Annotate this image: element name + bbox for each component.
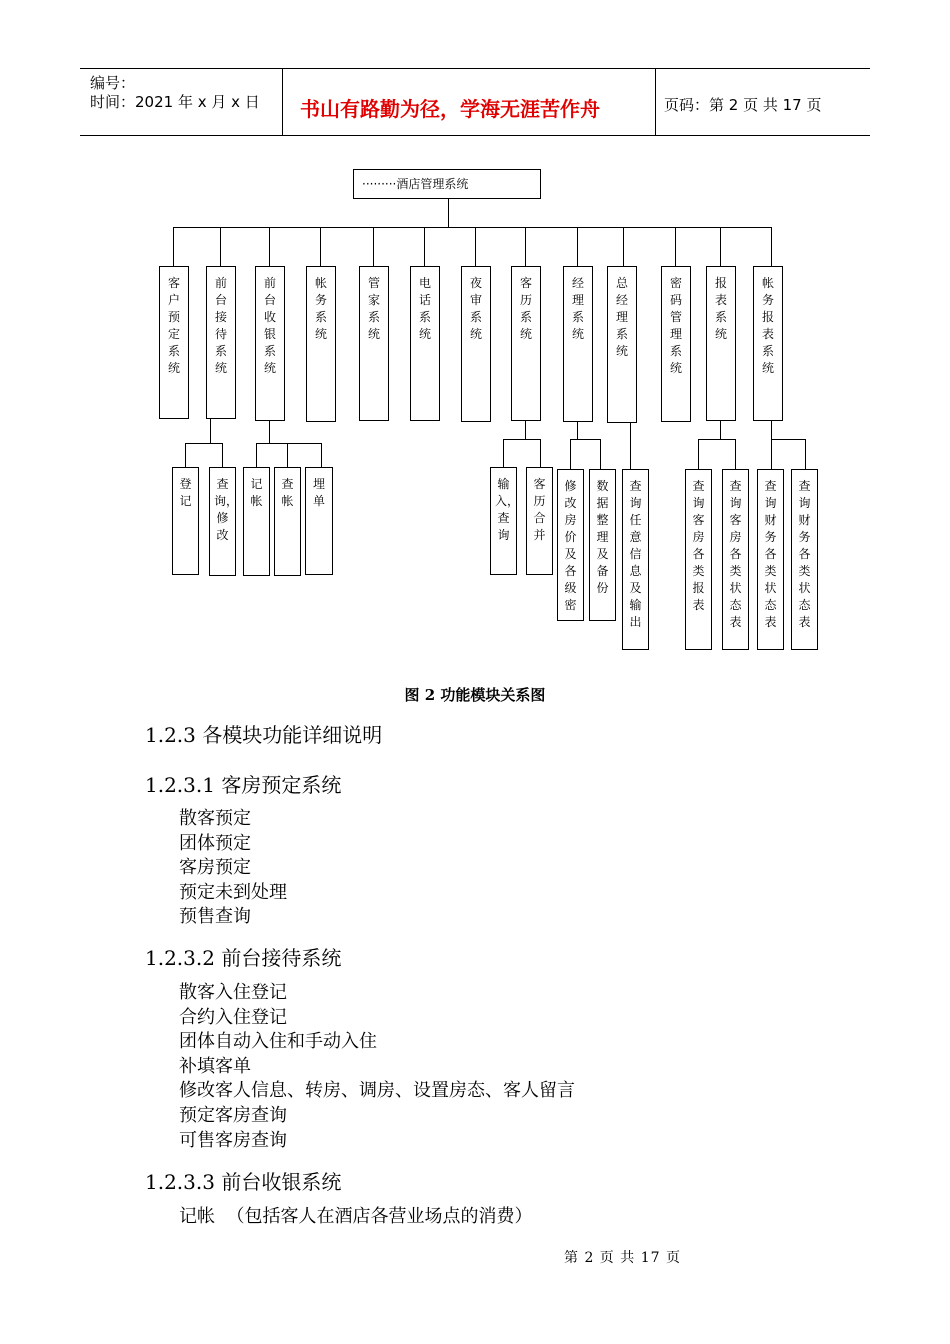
submodule-label: 查询财务各类状态表 [798, 479, 811, 629]
item-list [179, 1205, 532, 1230]
submodule-box [172, 467, 199, 575]
submodule-box [722, 469, 749, 650]
submodule-box [274, 467, 301, 576]
header-bottom-rule [80, 135, 870, 136]
header-top-rule [80, 68, 870, 69]
header-time-label: 时间：2021 年 x 月 x 日 [90, 93, 260, 111]
submodule-label: 数据整理及备份 [596, 479, 609, 595]
module-label: 经理系统 [571, 276, 584, 341]
submodule-label: 登记 [179, 477, 192, 508]
submodule-label: 查询，修改 [214, 477, 239, 542]
submodule-box [526, 467, 553, 575]
module-label: 报表系统 [714, 276, 727, 341]
list-item: 客房预定 [179, 857, 251, 879]
module-label: 电话系统 [418, 276, 431, 341]
list-item: 合约入住登记 [179, 1006, 287, 1028]
item-list [179, 981, 575, 1153]
submodule-box [209, 467, 239, 576]
module-box [753, 266, 783, 421]
diagram-caption: 图 2 功能模块关系图 [404, 686, 546, 704]
submodule-label: 客历合并 [533, 477, 546, 542]
submodule-label: 修改房价及各级密 [564, 479, 577, 612]
module-label: 帐务报表系统 [761, 276, 774, 375]
submodule-label: 输入，查询 [495, 477, 520, 542]
module-box [661, 266, 691, 422]
list-item: 记帐 （包括客人在酒店各营业场点的消费） [179, 1206, 533, 1227]
subsection-heading: 1.2.3.1 客房预定系统 [145, 773, 342, 797]
header-divider-right [655, 69, 656, 136]
submodule-box [589, 469, 616, 621]
module-box [410, 266, 440, 421]
header-motto: 书山有路勤为径，学海无涯苦作舟 [300, 97, 600, 121]
module-box [159, 266, 189, 419]
list-item: 可售客房查询 [179, 1129, 287, 1151]
module-label: 帐务系统 [314, 276, 327, 341]
list-item: 预定客房查询 [179, 1104, 287, 1126]
module-label: 前台接待系统 [214, 276, 227, 375]
submodule-label: 查询客房各类状态表 [729, 479, 742, 629]
list-item: 团体预定 [179, 832, 251, 854]
module-box [206, 266, 236, 419]
module-label: 夜审系统 [469, 276, 482, 341]
module-label: 管家系统 [367, 276, 380, 341]
submodule-label: 埋单 [312, 477, 325, 508]
list-item: 预定未到处理 [179, 881, 287, 903]
module-box [706, 266, 736, 421]
submodule-box [622, 469, 649, 650]
module-box [511, 266, 541, 421]
header-page-info: 页码：第 2 页 共 17 页 [664, 96, 822, 114]
module-box [461, 266, 491, 422]
item-list [179, 807, 287, 930]
subsection-heading: 1.2.3.2 前台接待系统 [145, 946, 342, 970]
submodule-box [757, 469, 784, 650]
submodule-box [685, 469, 712, 650]
module-box [255, 266, 285, 421]
diagram-root-box [353, 169, 541, 199]
module-box [359, 266, 389, 421]
module-label: 客户预定系统 [167, 276, 180, 375]
submodule-label: 查询任意信息及输出 [629, 479, 642, 629]
submodule-box [305, 467, 333, 575]
module-box [563, 266, 593, 422]
section-heading: 1.2.3 各模块功能详细说明 [145, 723, 383, 747]
submodule-label: 查询财务各类状态表 [764, 479, 777, 629]
submodule-label: 记帐 [250, 477, 263, 508]
list-item: 散客预定 [179, 808, 251, 829]
list-item: 散客入住登记 [179, 982, 287, 1003]
list-item: 预售查询 [179, 906, 251, 928]
module-label: 密码管理系统 [669, 276, 682, 375]
submodule-box [243, 467, 270, 576]
list-item: 补填客单 [179, 1055, 251, 1077]
submodule-label: 查帐 [281, 477, 294, 508]
module-label: 客历系统 [519, 276, 532, 341]
module-box [306, 266, 336, 422]
header-number-label: 编号： [90, 74, 136, 92]
module-label: 前台收银系统 [263, 276, 276, 375]
diagram-root-label: ·········酒店管理系统 [362, 177, 469, 191]
submodule-box [791, 469, 818, 650]
submodule-box [490, 467, 520, 575]
submodule-label: 查询客房各类报表 [692, 479, 705, 612]
list-item: 团体自动入住和手动入住 [179, 1031, 377, 1053]
list-item: 修改客人信息、转房、调房、设置房态、客人留言 [179, 1080, 575, 1102]
submodule-box [557, 469, 584, 621]
module-label: 总经理系统 [615, 276, 628, 358]
subsection-heading: 1.2.3.3 前台收银系统 [145, 1170, 342, 1194]
header-divider-left [282, 69, 283, 136]
page-footer: 第 2 页 共 17 页 [564, 1250, 681, 1266]
module-box [607, 266, 637, 423]
